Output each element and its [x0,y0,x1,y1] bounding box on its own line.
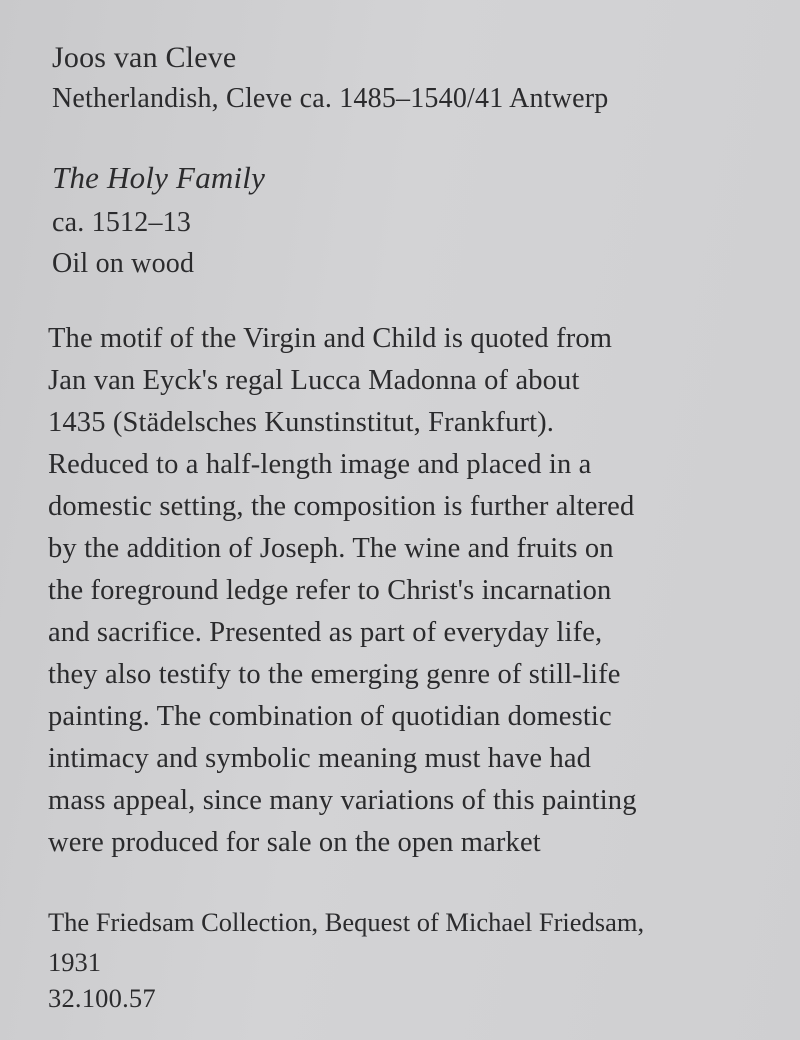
description-line: the foreground ledge refer to Christ's incarnation [48,575,612,606]
description-line: and sacrifice. Presented as part of everyday life, [48,617,603,648]
artist-nationality-dates: Netherlandish, Cleve ca. 1485–1540/41 Antwerp [52,83,609,114]
description-line: mass appeal, since many variations of this painting [48,785,637,816]
artwork-date: ca. 1512–13 [52,207,192,238]
description-line: Jan van Eyck's regal Lucca Madonna of about [48,365,580,396]
accession-number: 32.100.57 [48,983,156,1013]
description-line: 1435 (Städelsches Kunstinstitut, Frankfurt). [48,407,555,438]
description-line: Reduced to a half-length image and placed in a [48,449,592,480]
credit-line-text: The Friedsam Collection, Bequest of Michael Friedsam, [48,907,645,937]
description-line: they also testify to the emerging genre of still-life [48,659,621,690]
credit-line [48,902,644,982]
artwork-title: The Holy Family [52,160,266,195]
description-line: by the addition of Joseph. The wine and fruits on [48,533,614,564]
artist-name: Joos van Cleve [52,41,237,74]
description-paragraph [48,318,768,864]
description-line: painting. The combination of quotidian domestic [48,701,612,732]
description-line: The motif of the Virgin and Child is quoted from [48,323,613,354]
description-line: domestic setting, the composition is further altered [48,491,635,522]
description-line: intimacy and symbolic meaning must have had [48,743,592,774]
credit-line-year: 1931 [48,947,101,977]
description-line: were produced for sale on the open market [48,827,541,858]
artwork-medium: Oil on wood [52,248,195,279]
